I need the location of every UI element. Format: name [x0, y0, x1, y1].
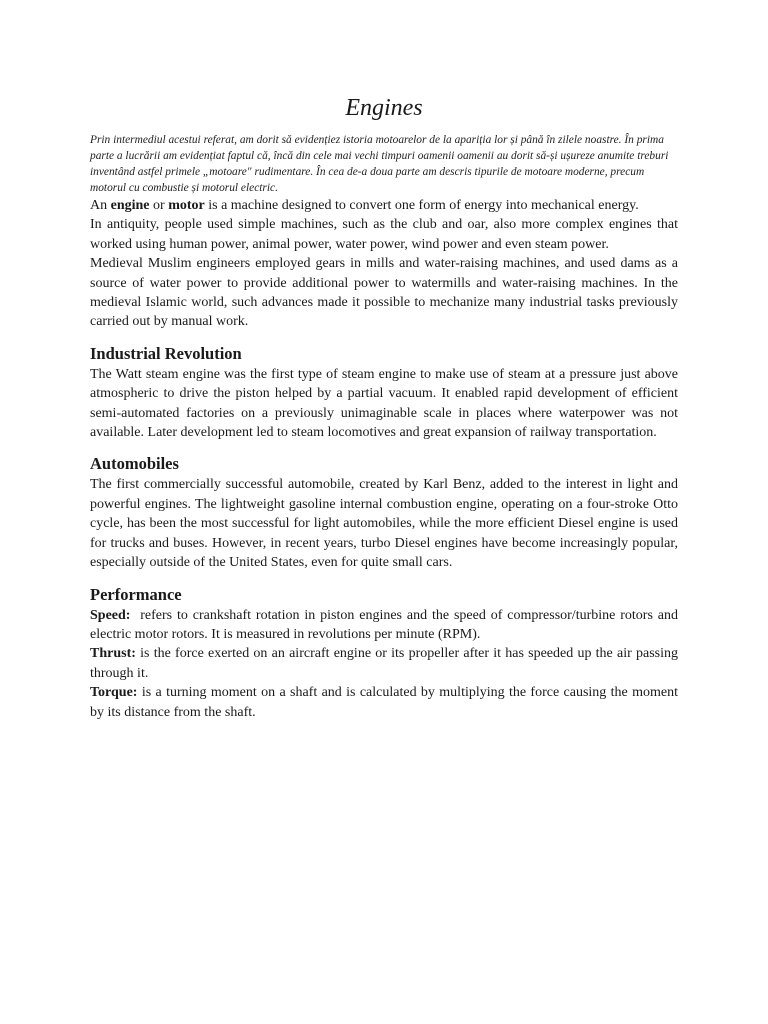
thrust-text: is the force exerted on an aircraft engine or its propeller after it has speeded up the air passing through it.: [90, 646, 678, 681]
intro-term-motor: motor: [168, 198, 205, 213]
speed-text: refers to crankshaft rotation in piston engines and the speed of compressor/turbine rotors and electric motor rotors. It is measured in revolutions per minute (RPM).: [90, 607, 682, 642]
thrust-paragraph: [90, 644, 678, 683]
page-title: Engines: [345, 95, 423, 121]
document-page: [90, 0, 682, 722]
torque-text: is a turning moment on a shaft and is calculated by multiplying the force causing the moment by its distance from the shaft.: [90, 685, 678, 720]
automobiles-heading: Automobiles: [90, 454, 179, 474]
thrust-term: Thrust:: [90, 646, 136, 662]
antiquity-paragraph: In antiquity, people used simple machines, such as the club and oar, also more complex engines that worked using human power, animal power, water power, wind power and even steam power.: [90, 217, 678, 252]
abstract-paragraph: Prin intermediul acestui referat, am dorit să evidențiez istoria motoarelor de la apariția lor și până în zilele noastre. În prima parte a lucrării am evidențiat faptul că, încă din cele mai vechi timpuri oamenii oamenii au dorit să-și ușureze anumite treburi inventând astfel primele „motoare" rudimentare. În cea de-a doua parte am descris tipurile de motoare moderne, precum motorul cu combustie și motorul electric.: [90, 134, 669, 194]
automobiles-paragraph: The first commercially successful automobile, created by Karl Benz, added to the interest in light and powerful engines. The lightweight gasoline internal combustion engine, operating on a four-stroke Otto cycle, has been the most successful for light automobiles, while the more efficient Diesel engine is used for trucks and buses. However, in recent years, turbo Diesel engines have become increasingly popular, especially outside of the United States, even for quite small cars.: [90, 477, 678, 571]
torque-term: Torque:: [90, 685, 138, 701]
intro-text-1: An: [90, 198, 111, 213]
intro-term-engine: engine: [110, 198, 150, 213]
performance-heading: Performance: [90, 584, 182, 604]
intro-text-2: or: [149, 198, 169, 213]
intro-paragraph: [90, 196, 678, 215]
speed-paragraph: [90, 606, 682, 645]
speed-term: Speed:: [90, 607, 131, 623]
industrial-revolution-heading: Industrial Revolution: [90, 343, 242, 363]
medieval-paragraph: Medieval Muslim engineers employed gears in mills and water-raising machines, and used dams as a source of water power to provide additional power to watermills and water-raising machines. In the medieval Islamic world, such advances made it possible to mechanize many industrial tasks previously carried out by manual work.: [90, 256, 678, 330]
industrial-revolution-paragraph: The Watt steam engine was the first type of steam engine to make use of steam at a pressure just above atmospheric to drive the piston helped by a partial vacuum. It enabled rapid development of efficient semi-automated factories on a previously unimaginable scale in places where waterpower was not available. Later development led to steam locomotives and great expansion of railway transportation.: [90, 366, 678, 441]
intro-text-3: is a machine designed to convert one form of energy into mechanical energy.: [204, 198, 639, 213]
torque-paragraph: [90, 683, 678, 722]
